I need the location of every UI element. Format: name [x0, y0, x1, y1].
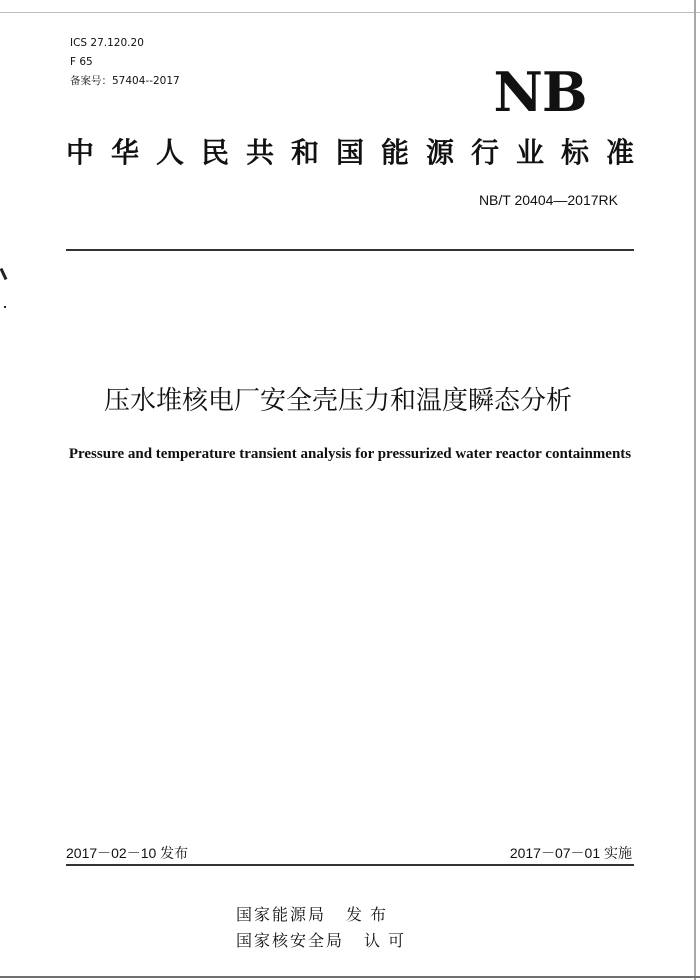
issuer-name: 国家核安全局	[236, 931, 345, 950]
classification-block	[70, 34, 180, 91]
page-top-edge	[0, 12, 700, 13]
header-divider	[66, 249, 634, 251]
issuer-line	[236, 904, 394, 926]
scan-mark	[0, 268, 7, 280]
issuer-name: 国家能源局	[236, 905, 327, 924]
ccs-code: F 65	[70, 56, 93, 68]
issuer-line	[236, 930, 412, 952]
title-chinese: 压水堆核电厂安全壳压力和温度瞬态分析	[103, 386, 572, 416]
scan-dot	[4, 306, 6, 308]
page-right-edge	[694, 0, 696, 980]
page-bottom-edge	[0, 976, 700, 978]
record-number: 备案号：57404--2017	[70, 75, 180, 87]
title-english: Pressure and temperature transient analysis for pressurized water reactor containments	[68, 446, 632, 462]
ics-code: ICS 27.120.20	[70, 37, 144, 49]
issuer-action: 发布	[346, 905, 395, 924]
nb-logo: NB	[493, 60, 587, 124]
standard-org-title: 中华人民共和国能源行业标准	[66, 136, 652, 169]
footer-divider	[66, 864, 634, 866]
issuer-action: 认可	[364, 931, 413, 950]
implement-date: 2017－07－01 实施	[509, 845, 632, 861]
release-date: 2017－02－10 发布	[66, 845, 189, 861]
standard-code: NB/T 20404—2017RK	[478, 192, 618, 208]
